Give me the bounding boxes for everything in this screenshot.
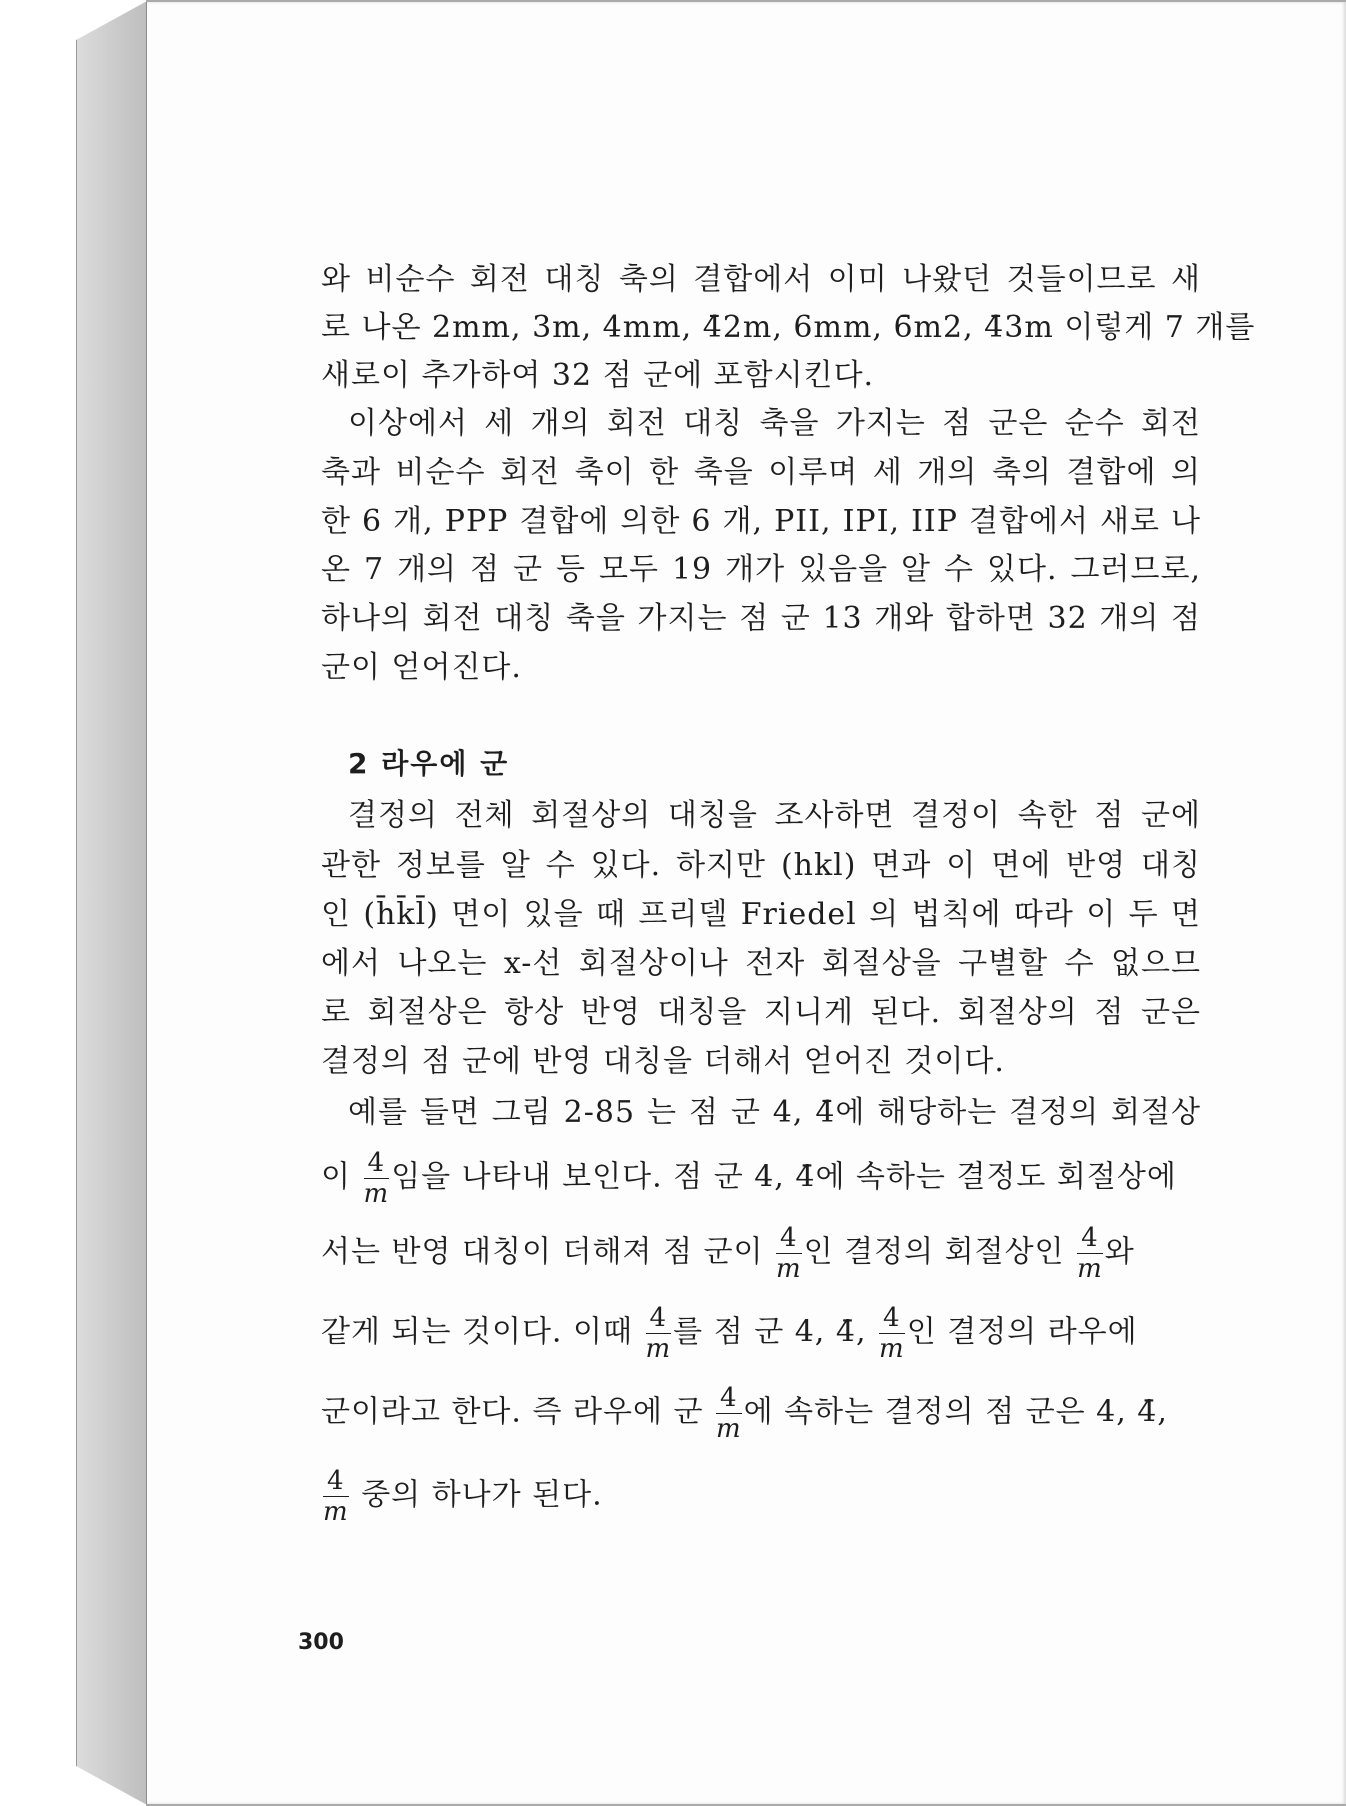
paragraph-4-line-6 — [321, 1468, 1201, 1525]
paragraph-4-line-5 — [321, 1385, 1201, 1442]
text-span: 같게 되는 것이다. 이때 — [321, 1314, 644, 1350]
fraction-numerator: 4 — [323, 1468, 349, 1497]
paragraph-4-line-4 — [321, 1305, 1201, 1362]
paragraph-1-line-1: 와 비순수 회전 대칭 축의 결합에서 이미 나왔던 것들이므로 새 — [321, 262, 1201, 297]
text-span: 를 점 군 4, 4̄, — [673, 1314, 878, 1350]
fraction-4-over-m — [1077, 1225, 1103, 1282]
paragraph-3-line-2: 관한 정보를 알 수 있다. 하지만 (hkl) 면과 이 면에 반영 대칭 — [321, 848, 1201, 883]
fraction-numerator: 4 — [646, 1305, 672, 1334]
fraction-denominator: m — [716, 1414, 742, 1444]
paragraph-2-line-4: 온 7 개의 점 군 등 모두 19 개가 있음을 알 수 있다. 그러므로, — [321, 552, 1201, 587]
fraction-denominator: m — [645, 1334, 672, 1364]
fraction-denominator: m — [1077, 1254, 1103, 1284]
fraction-numerator: 4 — [1077, 1225, 1103, 1254]
paragraph-3-line-4: 에서 나오는 x-선 회절상이나 전자 회절상을 구별할 수 없으므 — [321, 946, 1201, 981]
paragraph-2-line-3: 한 6 개, PPP 결합에 의한 6 개, PII, IPI, IIP 결합에서 새로 나 — [321, 504, 1201, 539]
book-spine — [76, 0, 149, 1806]
fraction-denominator: m — [323, 1497, 349, 1527]
text-span: 임을 나타내 보인다. 점 군 4, 4̄에 속하는 결정도 회절상에 — [391, 1159, 1177, 1195]
fraction-4-over-m — [364, 1150, 390, 1207]
text-span: 인 결정의 라우에 — [906, 1314, 1138, 1350]
text-span: 와 — [1104, 1234, 1135, 1270]
fraction-numerator: 4 — [364, 1150, 390, 1179]
page-number: 300 — [298, 1630, 344, 1655]
paragraph-3-line-5: 로 회절상은 항상 반영 대칭을 지니게 된다. 회절상의 점 군은 — [321, 995, 1201, 1030]
text-span: 이 — [321, 1159, 362, 1195]
paragraph-3-line-1: 결정의 전체 회절상의 대칭을 조사하면 결정이 속한 점 군에 — [348, 798, 1201, 833]
section-heading: 2 라우에 군 — [348, 747, 510, 780]
text-span: 에 속하는 결정의 점 군은 4, 4̄, — [743, 1394, 1168, 1430]
paragraph-1-line-3: 새로이 추가하여 32 점 군에 포함시킨다. — [321, 358, 875, 393]
fraction-4-over-m — [646, 1305, 672, 1362]
text-span: 군이라고 한다. 즉 라우에 군 — [321, 1394, 714, 1430]
fraction-denominator: m — [879, 1334, 905, 1364]
fraction-denominator: m — [363, 1179, 390, 1209]
text-span: 중의 하나가 된다. — [350, 1477, 603, 1513]
text-span: 인 결정의 회절상인 — [803, 1234, 1076, 1270]
paragraph-2-line-1: 이상에서 세 개의 회전 대칭 축을 가지는 점 군은 순수 회전 — [348, 406, 1201, 441]
paragraph-2-line-6: 군이 얻어진다. — [321, 650, 522, 685]
paragraph-3-line-3: 인 (h̄k̄l̄) 면이 있을 때 프리델 Friedel 의 법칙에 따라 이 두 면 — [321, 897, 1201, 932]
fraction-numerator: 4 — [716, 1385, 742, 1414]
paragraph-4-line-3 — [321, 1225, 1201, 1282]
fraction-4-over-m — [776, 1225, 802, 1282]
paragraph-4-line-2 — [321, 1150, 1201, 1207]
paragraph-1-line-2: 로 나온 2mm, 3m, 4mm, 4̄2m, 6mm, 6̄m2, 4̄3m 이렇게 7 개를 — [321, 310, 1256, 345]
paragraph-2-line-5: 하나의 회전 대칭 축을 가지는 점 군 13 개와 합하면 32 개의 점 — [321, 601, 1201, 636]
paragraph-2-line-2: 축과 비순수 회전 축이 한 축을 이루며 세 개의 축의 결합에 의 — [321, 455, 1201, 490]
fraction-4-over-m — [716, 1385, 742, 1442]
text-span: 서는 반영 대칭이 더해져 점 군이 — [321, 1234, 774, 1270]
paragraph-4-line-1: 예를 들면 그림 2-85 는 점 군 4, 4̄에 해당하는 결정의 회절상 — [348, 1095, 1201, 1130]
fraction-4-over-m — [879, 1305, 905, 1362]
fraction-numerator: 4 — [776, 1225, 802, 1254]
fraction-4-over-m — [323, 1468, 349, 1525]
fraction-denominator: m — [775, 1254, 802, 1284]
fraction-numerator: 4 — [879, 1305, 905, 1334]
paragraph-3-line-6: 결정의 점 군에 반영 대칭을 더해서 얻어진 것이다. — [321, 1044, 1005, 1079]
